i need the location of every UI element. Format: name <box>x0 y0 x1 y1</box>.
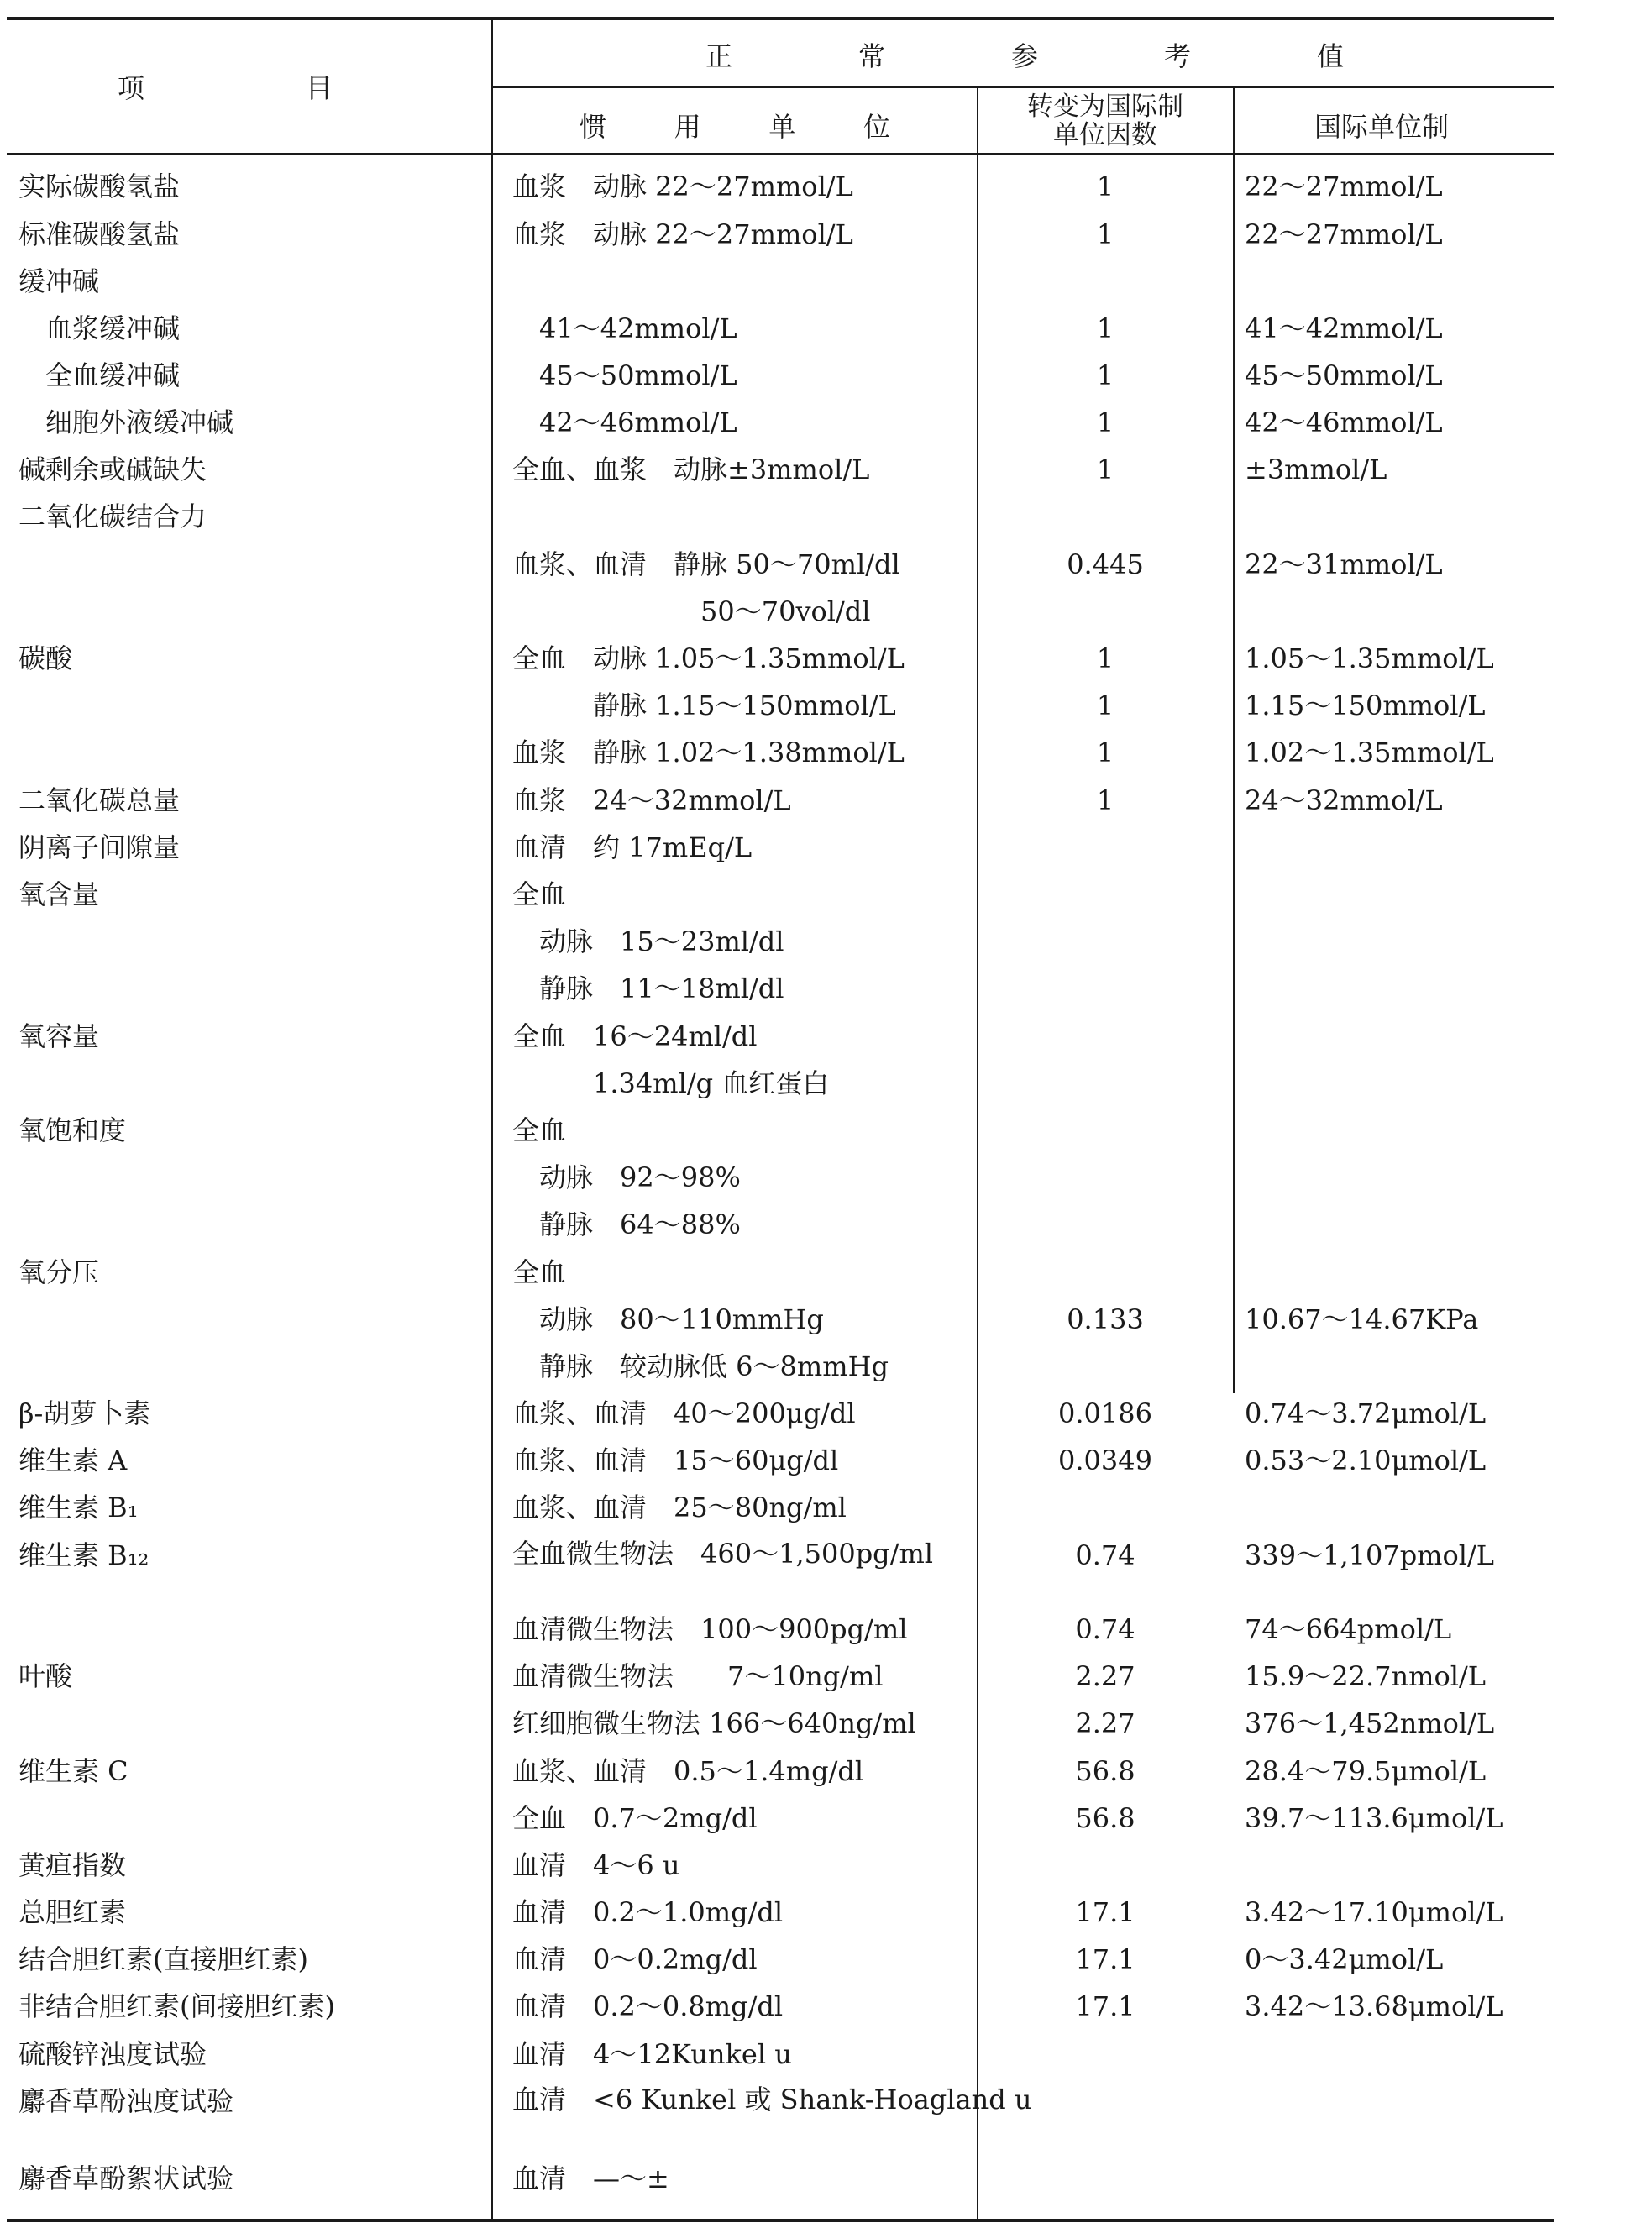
conversion-factor-cell: 1 <box>1096 784 1114 816</box>
conventional-value-cell: 全血 <box>512 1114 567 1146</box>
header-group-char: 正 <box>705 40 733 72</box>
header-conversion-factor <box>979 92 1231 149</box>
header-conventional-units <box>580 106 890 144</box>
conventional-value-cell: 全血、血浆 动脉±3mmol/L <box>512 453 870 485</box>
conventional-value-cell: 45～50mmol/L <box>512 359 737 391</box>
conventional-value-cell: 血清 0.2～0.8mg/dl <box>512 1990 784 2022</box>
conventional-value-cell: 血清 0～0.2mg/dl <box>512 1943 758 1975</box>
item-cell: 麝香草酚絮状试验 <box>18 2162 234 2194</box>
conventional-value-cell: 血浆 动脉 22～27mmol/L <box>512 218 853 250</box>
item-cell: 碳酸 <box>18 642 73 674</box>
subgroup-rule <box>491 86 1554 88</box>
header-group-char: 值 <box>1316 40 1344 72</box>
conversion-factor-cell: 17.1 <box>1075 1943 1135 1975</box>
si-value-cell: 0～3.42μmol/L <box>1245 1943 1444 1975</box>
conventional-value-cell: 血清微生物法 100～900pg/ml <box>512 1613 908 1645</box>
si-value-cell: ±3mmol/L <box>1245 453 1387 485</box>
conversion-factor-cell: 2.27 <box>1075 1660 1135 1692</box>
header-normal-reference-value <box>705 35 1344 74</box>
conventional-value-cell: 1.34ml/g 血红蛋白 <box>512 1067 830 1099</box>
conventional-value-cell: 全血 <box>512 1256 567 1288</box>
header-group-char: 参 <box>1010 40 1038 72</box>
conventional-value-cell: 静脉 较动脉低 6～8mmHg <box>512 1350 889 1382</box>
conversion-factor-cell: 56.8 <box>1075 1755 1135 1787</box>
conventional-value-cell: 50～70vol/dl <box>512 595 871 627</box>
item-cell: 非结合胆红素(间接胆红素) <box>18 1990 335 2022</box>
item-cell: 维生素 B₁ <box>18 1491 139 1523</box>
conventional-value-cell: 动脉 92～98% <box>512 1161 741 1193</box>
item-cell: 缓冲碱 <box>18 265 100 297</box>
conventional-value-cell: 血清 0.2～1.0mg/dl <box>512 1896 784 1928</box>
si-value-cell: 0.53～2.10μmol/L <box>1245 1444 1487 1476</box>
si-value-cell: 1.05～1.35mmol/L <box>1245 642 1494 674</box>
conversion-factor-cell: 0.0186 <box>1058 1397 1152 1429</box>
item-cell: 氧含量 <box>18 878 100 910</box>
conventional-value-cell: 血清 —～± <box>512 2162 669 2194</box>
conventional-value-cell: 静脉 11～18ml/dl <box>512 972 784 1004</box>
conventional-value-cell: 血清 约 17mEq/L <box>512 831 753 863</box>
si-value-cell: 1.15～150mmol/L <box>1245 689 1486 721</box>
item-cell: 氧容量 <box>18 1020 100 1052</box>
divider-conv-factor <box>977 87 978 2219</box>
item-cell: 二氧化碳总量 <box>18 784 181 816</box>
si-value-cell: 41～42mmol/L <box>1245 312 1443 344</box>
si-value-cell: 24～32mmol/L <box>1245 784 1443 816</box>
conversion-factor-cell: 17.1 <box>1075 1896 1135 1928</box>
item-cell: 维生素 C <box>18 1755 128 1787</box>
si-value-cell: 22～31mmol/L <box>1245 548 1443 580</box>
conventional-value-cell: 血浆 静脉 1.02～1.38mmol/L <box>512 737 905 768</box>
conversion-factor-cell: 0.445 <box>1067 548 1144 580</box>
item-cell: 实际碳酸氢盐 <box>18 170 181 202</box>
item-cell: 细胞外液缓冲碱 <box>18 406 234 438</box>
si-value-cell: 39.7～113.6μmol/L <box>1245 1802 1503 1834</box>
conventional-value-cell: 血浆 动脉 22～27mmol/L <box>512 170 853 202</box>
header-conv-char: 用 <box>674 111 701 143</box>
conventional-value-cell: 红细胞微生物法 166～640ng/ml <box>512 1707 916 1739</box>
bottom-rule <box>7 2219 1554 2222</box>
item-cell: 血浆缓冲碱 <box>18 312 181 344</box>
item-cell: 全血缓冲碱 <box>18 359 181 391</box>
divider-factor-si <box>1233 87 1235 1393</box>
item-cell: β-胡萝卜素 <box>18 1397 151 1429</box>
conversion-factor-cell: 0.74 <box>1075 1613 1135 1645</box>
conventional-value-cell: 血清 <6 Kunkel 或 Shank-Hoagland u <box>512 2084 1032 2115</box>
conversion-factor-cell: 1 <box>1096 737 1114 768</box>
conventional-value-cell: 41～42mmol/L <box>512 312 737 344</box>
conversion-factor-cell: 1 <box>1096 453 1114 485</box>
conversion-factor-cell: 1 <box>1096 359 1114 391</box>
conventional-value-cell: 血清 4～12Kunkel u <box>512 2038 792 2070</box>
si-value-cell: 42～46mmol/L <box>1245 406 1443 438</box>
conventional-value-cell: 血浆、血清 15～60μg/dl <box>512 1444 839 1476</box>
header-conv-char: 单 <box>768 111 796 143</box>
conventional-value-cell: 血浆、血清 25～80ng/ml <box>512 1491 847 1523</box>
item-cell: 阴离子间隙量 <box>18 831 181 863</box>
si-value-cell: 28.4～79.5μmol/L <box>1245 1755 1487 1787</box>
conventional-value-cell: 全血微生物法 460～1,500pg/ml <box>512 1538 934 1570</box>
si-value-cell: 339～1,107pmol/L <box>1245 1539 1495 1571</box>
item-cell: 结合胆红素(直接胆红素) <box>18 1943 308 1975</box>
conversion-factor-cell: 1 <box>1096 406 1114 438</box>
conventional-value-cell: 全血 16～24ml/dl <box>512 1020 758 1052</box>
header-conv-char: 惯 <box>580 111 607 143</box>
si-value-cell: 45～50mmol/L <box>1245 359 1443 391</box>
item-cell: 氧饱和度 <box>18 1114 127 1146</box>
top-rule <box>7 17 1554 20</box>
conventional-value-cell: 动脉 80～110mmHg <box>512 1303 824 1335</box>
conversion-factor-cell: 0.133 <box>1067 1303 1144 1335</box>
conversion-factor-cell: 1 <box>1096 218 1114 250</box>
conventional-value-cell: 静脉 64～88% <box>512 1208 741 1240</box>
conversion-factor-cell: 0.0349 <box>1058 1444 1152 1476</box>
header-si-units: 国际单位制 <box>1314 111 1450 143</box>
conversion-factor-cell: 0.74 <box>1075 1539 1135 1571</box>
item-cell: 标准碳酸氢盐 <box>18 218 181 250</box>
conventional-value-cell: 静脉 1.15～150mmol/L <box>512 689 896 721</box>
si-value-cell: 22～27mmol/L <box>1245 170 1443 202</box>
header-item: 项 目 <box>118 72 333 104</box>
item-cell: 碱剩余或碱缺失 <box>18 453 207 485</box>
item-cell: 维生素 A <box>18 1444 128 1476</box>
item-cell: 氧分压 <box>18 1256 100 1288</box>
conventional-value-cell: 全血 <box>512 878 567 910</box>
si-value-cell: 10.67～14.67KPa <box>1245 1303 1479 1335</box>
conventional-value-cell: 血浆、血清 静脉 50～70ml/dl <box>512 548 900 580</box>
conventional-value-cell: 动脉 15～23ml/dl <box>512 925 784 957</box>
si-value-cell: 0.74～3.72μmol/L <box>1245 1397 1487 1429</box>
si-value-cell: 3.42～13.68μmol/L <box>1245 1990 1503 2022</box>
header-factor-line-1: 转变为国际制 <box>1027 92 1183 122</box>
conversion-factor-cell: 1 <box>1096 689 1114 721</box>
item-cell: 维生素 B₁₂ <box>18 1539 149 1571</box>
header-conv-char: 位 <box>863 111 890 143</box>
si-value-cell: 3.42～17.10μmol/L <box>1245 1896 1503 1928</box>
conversion-factor-cell: 1 <box>1096 642 1114 674</box>
conversion-factor-cell: 2.27 <box>1075 1707 1135 1739</box>
conventional-value-cell: 血浆 24～32mmol/L <box>512 784 791 816</box>
header-group-char: 考 <box>1163 40 1191 72</box>
conventional-value-cell: 血浆、血清 0.5～1.4mg/dl <box>512 1755 864 1787</box>
conventional-value-cell: 全血 0.7～2mg/dl <box>512 1802 758 1834</box>
item-cell: 叶酸 <box>18 1660 73 1692</box>
header-bottom-rule <box>7 153 1554 155</box>
header-group-char: 常 <box>857 40 885 72</box>
header-factor-line-2: 单位因数 <box>1053 120 1157 150</box>
conversion-factor-cell: 56.8 <box>1075 1802 1135 1834</box>
si-value-cell: 74～664pmol/L <box>1245 1613 1452 1645</box>
conventional-value-cell: 血清微生物法 7～10ng/ml <box>512 1660 884 1692</box>
conventional-value-cell: 血清 4～6 u <box>512 1849 680 1881</box>
si-value-cell: 22～27mmol/L <box>1245 218 1443 250</box>
conventional-value-cell: 全血 动脉 1.05～1.35mmol/L <box>512 642 905 674</box>
item-cell: 硫酸锌浊度试验 <box>18 2038 207 2070</box>
conventional-value-cell: 血浆、血清 40～200μg/dl <box>512 1397 856 1429</box>
item-cell: 总胆红素 <box>18 1896 127 1928</box>
divider-item-conv <box>491 18 493 2219</box>
item-cell: 麝香草酚浊度试验 <box>18 2085 234 2117</box>
item-cell: 二氧化碳结合力 <box>18 501 207 532</box>
conversion-factor-cell: 1 <box>1096 170 1114 202</box>
conversion-factor-cell: 17.1 <box>1075 1990 1135 2022</box>
si-value-cell: 15.9～22.7nmol/L <box>1245 1660 1486 1692</box>
conventional-value-cell: 42～46mmol/L <box>512 406 737 438</box>
item-cell: 黄疸指数 <box>18 1849 127 1881</box>
si-value-cell: 1.02～1.35mmol/L <box>1245 737 1494 768</box>
conversion-factor-cell: 1 <box>1096 312 1114 344</box>
si-value-cell: 376～1,452nmol/L <box>1245 1707 1495 1739</box>
